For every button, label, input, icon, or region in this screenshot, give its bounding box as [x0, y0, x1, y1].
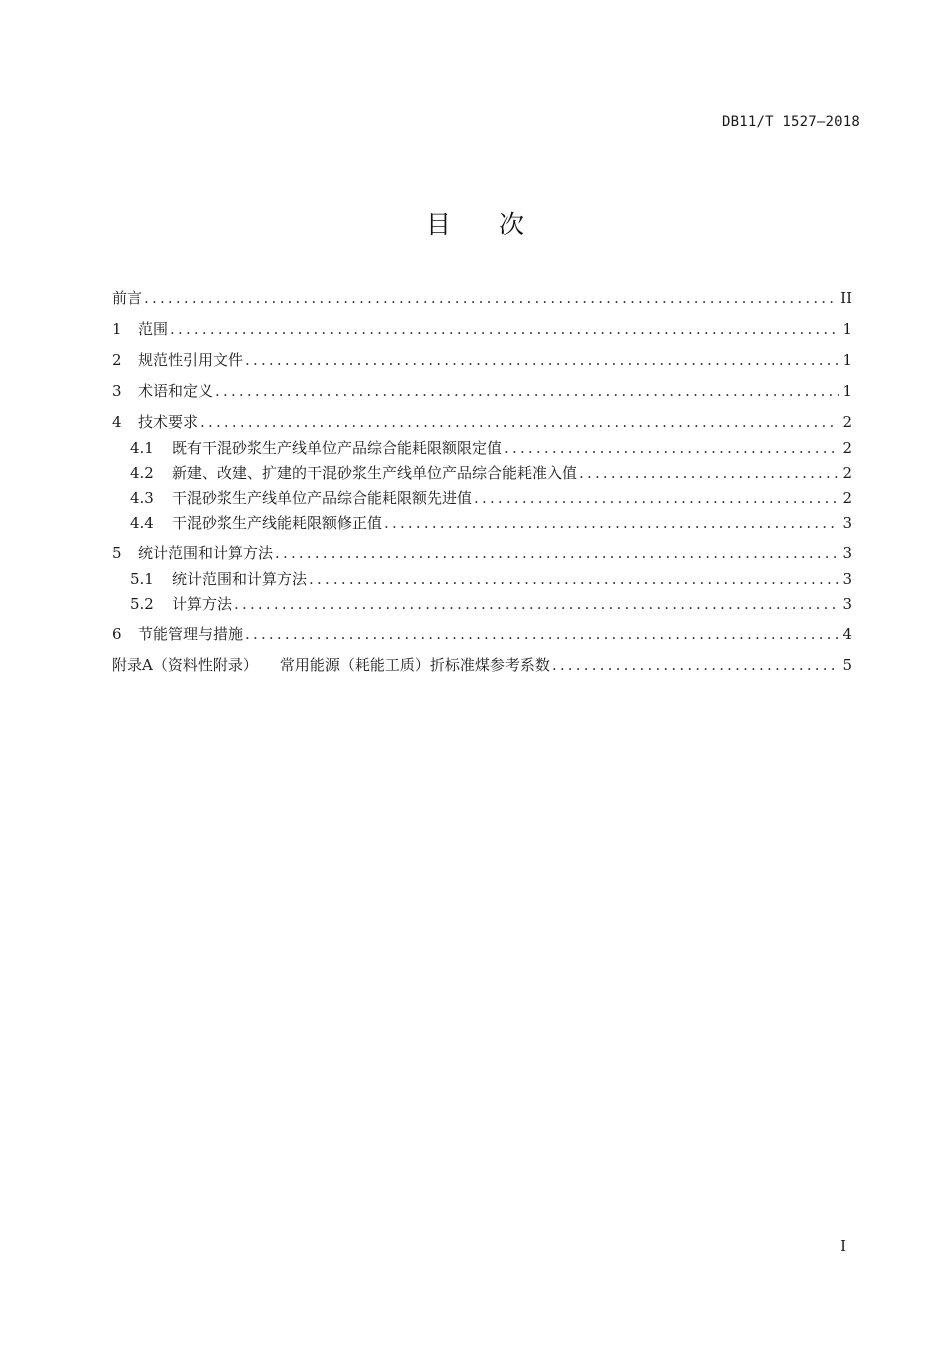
dot-leader: [384, 512, 839, 534]
page-number: I: [840, 1237, 846, 1255]
toc-entry-label: 统计范围和计算方法: [138, 544, 274, 562]
toc-entry-label: 干混砂浆生产线单位产品综合能耗限额先进值: [172, 489, 473, 507]
toc-entry-page: 3: [842, 544, 852, 562]
toc-entry-page: 3: [842, 570, 852, 588]
toc-entry-label: 既有干混砂浆生产线单位产品综合能耗限额限定值: [172, 439, 503, 457]
toc-entry-number: 2: [112, 351, 122, 369]
toc-entry-number: 6: [112, 625, 122, 643]
dot-leader: [474, 487, 839, 509]
dot-leader: [552, 654, 839, 676]
toc-entry-5-1[interactable]: [112, 568, 852, 593]
dot-leader: [144, 287, 837, 309]
standard-code: DB11/T 1527—2018: [721, 114, 860, 130]
toc-entry-1[interactable]: [112, 318, 852, 344]
toc-entry-label: 计算方法: [172, 595, 233, 613]
toc-entry-label: 常用能源（耗能工质）折标准煤参考系数: [279, 656, 550, 674]
toc-entry-4-4[interactable]: [112, 512, 852, 537]
toc-entry-page: II: [840, 289, 852, 307]
toc-entry-number: 1: [112, 320, 122, 338]
toc-entry-5[interactable]: [112, 542, 852, 568]
toc-entry-3[interactable]: [112, 380, 852, 406]
toc-entry-4-3[interactable]: [112, 487, 852, 512]
toc-entry-page: 3: [842, 514, 852, 532]
dot-leader: [245, 623, 839, 645]
toc-entry-page: 2: [842, 439, 852, 457]
toc-entry-label: 技术要求: [138, 413, 199, 431]
dot-leader: [200, 411, 839, 433]
dot-leader: [234, 593, 839, 615]
toc-entry-label: 前言: [112, 289, 143, 307]
toc-entry-label: 干混砂浆生产线能耗限额修正值: [172, 514, 383, 532]
toc-entry-2[interactable]: [112, 349, 852, 375]
dot-leader: [215, 380, 839, 402]
toc-entry-page: 1: [842, 382, 852, 400]
toc-entry-page: 4: [842, 625, 852, 643]
dot-leader: [504, 437, 839, 459]
toc-entry-number: 4: [112, 413, 122, 431]
dot-leader: [275, 542, 839, 564]
dot-leader: [245, 349, 839, 371]
toc-entry-number: 5: [112, 544, 122, 562]
toc-entry-5-2[interactable]: [112, 593, 852, 618]
toc-entry-number: 5.2: [130, 595, 154, 613]
toc-entry-label: 统计范围和计算方法: [172, 570, 308, 588]
toc-entry-page: 1: [842, 320, 852, 338]
toc-entry-page: 2: [842, 489, 852, 507]
dot-leader: [309, 568, 839, 590]
toc-entry-number: 附录A（资料性附录）: [112, 656, 258, 674]
toc-entry-4[interactable]: [112, 411, 852, 437]
toc-entry-number: 4.4: [130, 514, 154, 532]
toc-entry-appendix-a[interactable]: [112, 654, 852, 680]
toc-entry-label: 术语和定义: [138, 382, 214, 400]
toc-entry-label: 新建、改建、扩建的干混砂浆生产线单位产品综合能耗准入值: [172, 464, 578, 482]
toc-entry-page: 1: [842, 351, 852, 369]
toc-entry-number: 3: [112, 382, 122, 400]
toc-entry-label: 规范性引用文件: [138, 351, 244, 369]
toc-entry-page: 3: [842, 595, 852, 613]
toc-entry-page: 2: [842, 464, 852, 482]
toc-entry-number: 5.1: [130, 570, 154, 588]
toc-entry-label: 节能管理与措施: [138, 625, 244, 643]
toc-entry-page: 5: [842, 656, 852, 674]
dot-leader: [170, 318, 839, 340]
toc-entry-4-2[interactable]: [112, 462, 852, 487]
toc-title: 目次: [425, 210, 572, 239]
toc-entry-6[interactable]: [112, 623, 852, 649]
toc-entry-number: 4.1: [130, 439, 154, 457]
dot-leader: [579, 462, 839, 484]
toc-entry-page: 2: [842, 413, 852, 431]
toc-entry-number: 4.2: [130, 464, 154, 482]
toc-entry-4-1[interactable]: [112, 437, 852, 462]
toc-entry-label: 范围: [138, 320, 169, 338]
toc-entry-number: 4.3: [130, 489, 154, 507]
toc-entry-foreword[interactable]: [112, 287, 852, 313]
toc-list: [112, 287, 852, 680]
